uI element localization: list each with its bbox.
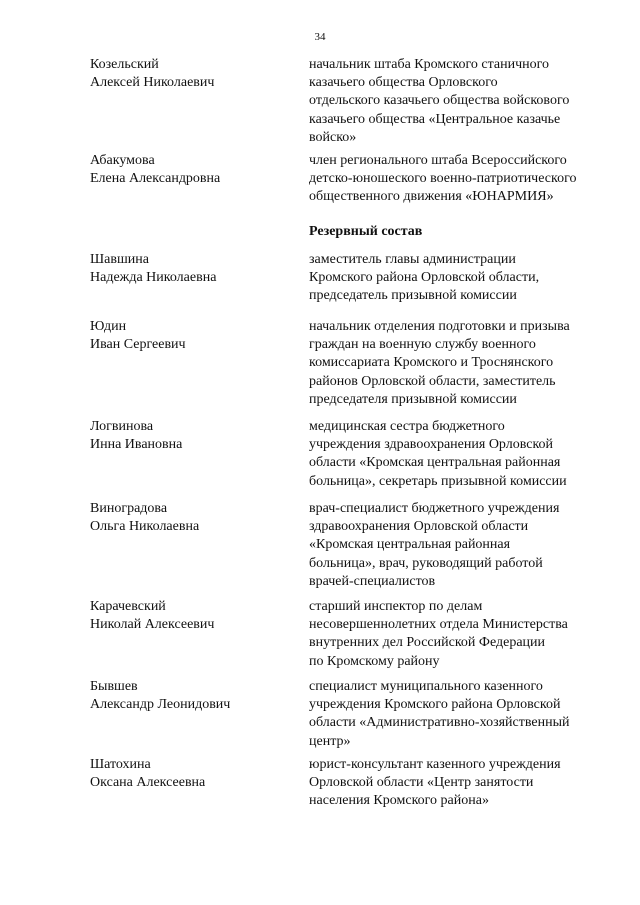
position-line: юрист-консультант казенного учреждения: [309, 757, 561, 772]
member-name: [90, 678, 290, 714]
member-surname: Бывшев: [90, 679, 138, 694]
position-line: медицинская сестра бюджетного: [309, 419, 505, 434]
position-line: специалист муниципального казенного: [309, 679, 543, 694]
position-line: начальник штаба Кромского станичного: [309, 57, 550, 72]
member-given-names: Алексей Николаевич: [90, 75, 215, 90]
member-position: [309, 598, 609, 671]
position-line: здравоохранения Орловской области: [309, 519, 529, 535]
member-given-names: Инна Ивановна: [90, 437, 183, 452]
member-surname: Шавшина: [90, 252, 149, 267]
member-surname: Шатохина: [90, 757, 151, 772]
position-line: казачьего общества «Центральное казачье: [309, 111, 561, 127]
position-line: несовершеннолетних отдела Министерства: [309, 617, 568, 633]
page-number: 34: [314, 31, 326, 43]
position-line: общественного движения «ЮНАРМИЯ»: [309, 189, 554, 205]
member-name: [90, 418, 290, 454]
position-line: учреждения здравоохранения Орловской: [309, 437, 554, 453]
position-line: казачьего общества Орловского: [309, 75, 498, 91]
position-line: граждан на военную службу военного: [309, 337, 536, 353]
position-line: больница», врач, руководящий работой: [309, 555, 543, 571]
position-line: врач-специалист бюджетного учреждения: [309, 501, 560, 516]
reserve-section-heading: Резервный состав: [309, 224, 423, 239]
member-position: [309, 251, 609, 306]
member-position: [309, 500, 609, 591]
position-line: старший инспектор по делам: [309, 599, 483, 614]
member-name: [90, 500, 290, 536]
position-line: населения Кромского района»: [309, 793, 489, 809]
position-line: член регионального штаба Всероссийского: [309, 153, 567, 168]
member-position: [309, 756, 609, 811]
member-given-names: Александр Леонидович: [90, 697, 231, 712]
member-name: [90, 251, 290, 287]
member-surname: Козельский: [90, 57, 159, 72]
member-given-names: Елена Александровна: [90, 171, 221, 186]
position-line: детско-юношеского военно-патриотического: [309, 171, 577, 187]
position-line: области «Кромская центральная районная: [309, 455, 561, 471]
position-line: Кромского района Орловской области,: [309, 270, 540, 286]
position-line: комиссариата Кромского и Троснянского: [309, 355, 554, 371]
position-line: районов Орловской области, заместитель: [309, 373, 556, 389]
position-line: центр»: [309, 733, 351, 749]
position-line: больница», секретарь призывной комиссии: [309, 473, 567, 489]
member-surname: Абакумова: [90, 153, 155, 168]
member-given-names: Ольга Николаевна: [90, 519, 200, 534]
position-line: отдельского казачьего общества войскового: [309, 93, 570, 109]
member-given-names: Иван Сергеевич: [90, 337, 186, 352]
position-line: войско»: [309, 129, 357, 145]
member-given-names: Николай Алексеевич: [90, 617, 215, 632]
position-line: заместитель главы администрации: [309, 252, 516, 267]
position-line: врачей-специалистов: [309, 573, 436, 589]
member-name: [90, 598, 290, 634]
position-line: «Кромская центральная районная: [309, 537, 511, 553]
member-surname: Карачевский: [90, 599, 166, 614]
member-position: [309, 318, 609, 409]
member-surname: Логвинова: [90, 419, 154, 434]
member-name: [90, 56, 290, 92]
member-surname: Виноградова: [90, 501, 168, 516]
member-given-names: Оксана Алексеевна: [90, 775, 206, 790]
member-position: [309, 56, 609, 147]
position-line: внутренних дел Российской Федерации: [309, 635, 546, 651]
member-name: [90, 318, 290, 354]
member-given-names: Надежда Николаевна: [90, 270, 217, 285]
position-line: учреждения Кромского района Орловской: [309, 697, 561, 713]
position-line: по Кромскому району: [309, 653, 440, 669]
member-name: [90, 152, 290, 188]
member-position: [309, 152, 609, 207]
position-line: начальник отделения подготовки и призыва: [309, 319, 570, 334]
member-surname: Юдин: [90, 319, 127, 334]
position-line: области «Административно-хозяйственный: [309, 715, 570, 731]
position-line: Орловской области «Центр занятости: [309, 775, 534, 791]
position-line: председателя призывной комиссии: [309, 391, 517, 407]
member-name: [90, 756, 290, 792]
position-line: председатель призывной комиссии: [309, 288, 517, 304]
member-position: [309, 678, 609, 751]
member-position: [309, 418, 609, 491]
